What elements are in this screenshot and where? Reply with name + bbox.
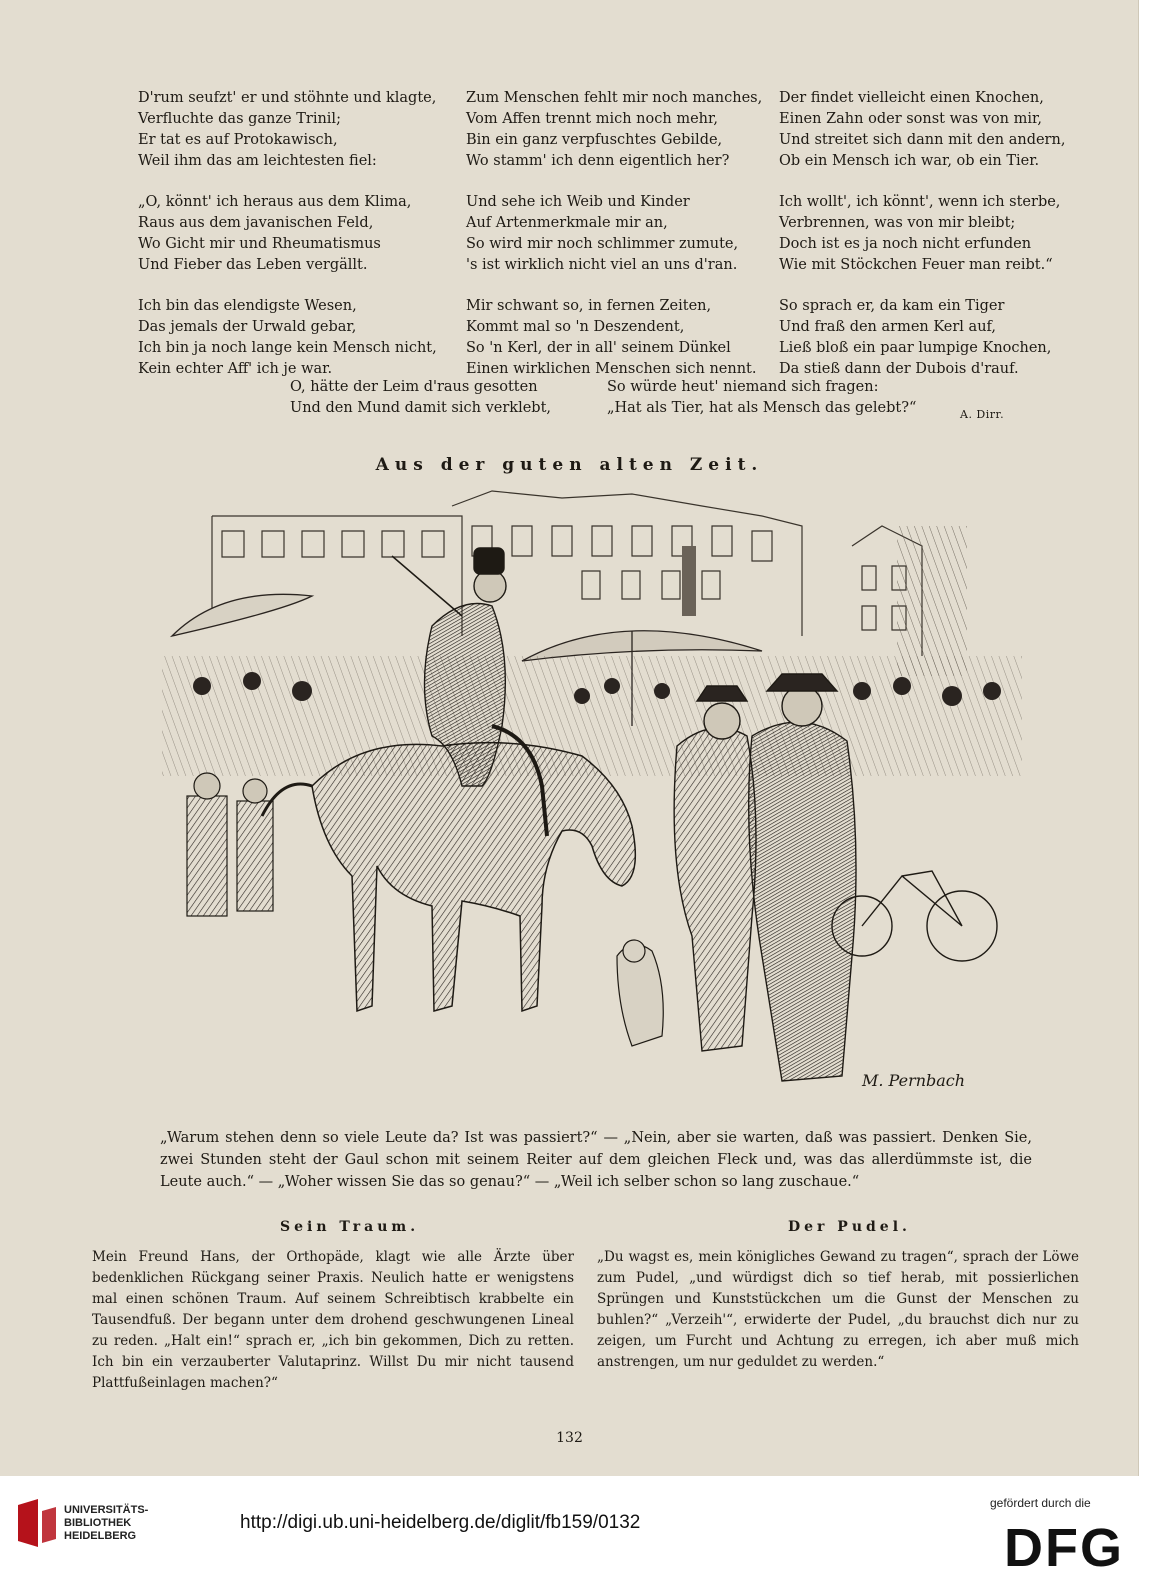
poem-stanza — [779, 296, 1058, 380]
section-body-der-pudel: „Du wagst es, mein königliches Gewand zu tragen“, sprach der Löwe zum Pudel, „und würdigst dich so tief herab, mit possierlichen Sprüngen und Kunststückchen um die Gunst der Menschen zu buhlen?“ „Verzeih'“, erwiderte der Pudel, „du brauchst dich nur zu zeigen, um Furcht und Achtung zu erregen, ich aber muß mich anstrengen, um nur geduldet zu werden.“ — [597, 1249, 1079, 1370]
final-stanza-left — [290, 377, 551, 419]
poem-line: Einen wirklichen Menschen sich nennt. — [466, 361, 757, 377]
poem-line: „Hat als Tier, hat als Mensch das gelebt?“ — [607, 400, 917, 416]
library-name[interactable] — [64, 1504, 148, 1543]
poem-stanza — [138, 192, 466, 276]
poem-line: Ich wollt', ich könnt', wenn ich sterbe, — [779, 194, 1061, 210]
poem-line: Kein echter Aff' ich je war. — [138, 361, 333, 377]
poem-line: Verfluchte das ganze Trinil; — [138, 111, 341, 127]
poem-line: So würde heut' niemand sich fragen: — [607, 379, 879, 395]
poem-author: A. Dirr. — [960, 408, 1005, 421]
poem-stanza — [138, 296, 466, 380]
poem-line: Ich bin das elendigste Wesen, — [138, 298, 357, 314]
poem-line: Wo Gicht mir und Rheumatismus — [138, 236, 381, 252]
library-name-line: UNIVERSITÄTS- — [64, 1504, 149, 1516]
section-title-sein-traum: Sein Traum. — [280, 1219, 420, 1235]
poem-line: Wo stamm' ich denn eigentlich her? — [466, 153, 730, 169]
section-body-sein-traum: Mein Freund Hans, der Orthopäde, klagt wie alle Ärzte über bedenklichen Rückgang seiner Praxis. Neulich hatte er wenigstens mal einen schönen Traum. Auf seinem Schreibtisch krabbelte ein Tausendfuß. Der begann unter dem drohend geschwungenen Lineal zu reden. „Halt ein!“ sprach er, „ich bin gekommen, Dich zu retten. Ich bin ein verzauberter Valutaprinz. Willst Du mir nicht tausend Plattfußeinlagen machen?“ — [92, 1249, 574, 1391]
section-title-der-pudel: Der Pudel. — [788, 1219, 911, 1235]
poem-line: Doch ist es ja noch nicht erfunden — [779, 236, 1032, 252]
poem-line: 's ist wirklich nicht viel an uns d'ran. — [466, 257, 738, 273]
poem-line: „O, könnt' ich heraus aus dem Klima, — [138, 194, 412, 210]
final-stanza-right — [607, 377, 916, 419]
poem — [138, 88, 1066, 380]
poem-stanza — [466, 88, 779, 172]
poem-line: Raus aus dem javanischen Feld, — [138, 215, 374, 231]
bicycle — [832, 871, 997, 961]
poem-line: Ich bin ja noch lange kein Mensch nicht, — [138, 340, 437, 356]
poem-line: Und sehe ich Weib und Kinder — [466, 194, 690, 210]
page-number: 132 — [556, 1430, 583, 1446]
poem-stanza — [466, 296, 779, 380]
two-men — [674, 674, 856, 1081]
poem-line: So 'n Kerl, der in all' seinem Dünkel — [466, 340, 731, 356]
poem-stanza — [138, 88, 466, 172]
library-name-line: BIBLIOTHEK — [64, 1517, 132, 1529]
illustration-market-scene — [162, 486, 1022, 1106]
poem-line: Und fraß den armen Kerl auf, — [779, 319, 996, 335]
poem-line: So sprach er, da kam ein Tiger — [779, 298, 1005, 314]
ub-heidelberg-logo-icon[interactable] — [14, 1495, 60, 1551]
poem-stanza — [779, 192, 1061, 276]
poem-stanza — [779, 88, 1066, 172]
horse — [262, 743, 635, 1011]
poem-line: Bin ein ganz verpfuschtes Gebilde, — [466, 132, 723, 148]
poem-line: Weil ihm das am leichtesten fiel: — [138, 153, 377, 169]
illustration-title: Aus der guten alten Zeit. — [375, 455, 764, 475]
poem-line: D'rum seufzt' er und stöhnte und klagte, — [138, 90, 437, 106]
poem-line: Zum Menschen fehlt mir noch manches, — [466, 90, 763, 106]
dog — [617, 940, 663, 1046]
poem-line: So wird mir noch schlimmer zumute, — [466, 236, 739, 252]
poem-line: Vom Affen trennt mich noch mehr, — [466, 111, 718, 127]
poem-line: Mir schwant so, in fernen Zeiten, — [466, 298, 712, 314]
footer-bar — [0, 1476, 1157, 1594]
poem-line: Der findet vielleicht einen Knochen, — [779, 90, 1044, 106]
poem-line: Ließ bloß ein paar lumpige Knochen, — [779, 340, 1052, 356]
poem-line: O, hätte der Leim d'raus gesotten — [290, 379, 538, 395]
artist-signature: M. Pernbach — [862, 1071, 966, 1090]
poem-line: Das jemals der Urwald gebar, — [138, 319, 357, 335]
poem-stanza — [466, 192, 779, 276]
permalink-url[interactable]: http://digi.ub.uni-heidelberg.de/diglit/fb159/0132 — [240, 1512, 641, 1533]
poem-line: Und den Mund damit sich verklebt, — [290, 400, 551, 416]
poem-line: Ob ein Mensch ich war, ob ein Tier. — [779, 153, 1040, 169]
buildings — [212, 491, 922, 656]
funded-by-label: gefördert durch die — [990, 1496, 1091, 1510]
poem-line: Verbrennen, was von mir bleibt; — [779, 215, 1016, 231]
dfg-logo[interactable]: DFG — [1004, 1518, 1124, 1578]
poem-line: Er tat es auf Protokawisch, — [138, 132, 338, 148]
poem-line: Und Fieber das Leben vergällt. — [138, 257, 368, 273]
building-shadow — [897, 526, 967, 676]
poem-line: Wie mit Stöckchen Feuer man reibt.“ — [779, 257, 1053, 273]
library-name-line: HEIDELBERG — [64, 1530, 137, 1542]
poem-line: Kommt mal so 'n Deszendent, — [466, 319, 685, 335]
poem-line: Und streitet sich dann mit den andern, — [779, 132, 1066, 148]
statue — [682, 546, 696, 616]
boys — [187, 773, 273, 916]
illustration-caption: „Warum stehen denn so viele Leute da? Ist was passiert?“ — „Nein, aber sie warten, daß was passiert. Denken Sie, zwei Stunden steht der Gaul schon mit seinem Reiter auf dem gleichen Fleck und, was das allerdümmste ist, die Leute auch.“ — „Woher wissen Sie das so genau?“ — „Weil ich selber schon so lang zuschaue.“ — [160, 1130, 1032, 1190]
poem-line: Einen Zahn oder sonst was von mir, — [779, 111, 1042, 127]
crowd — [162, 656, 1022, 776]
poem-line: Auf Artenmerkmale mir an, — [466, 215, 668, 231]
poem-line: Da stieß dann der Dubois d'rauf. — [779, 361, 1019, 377]
